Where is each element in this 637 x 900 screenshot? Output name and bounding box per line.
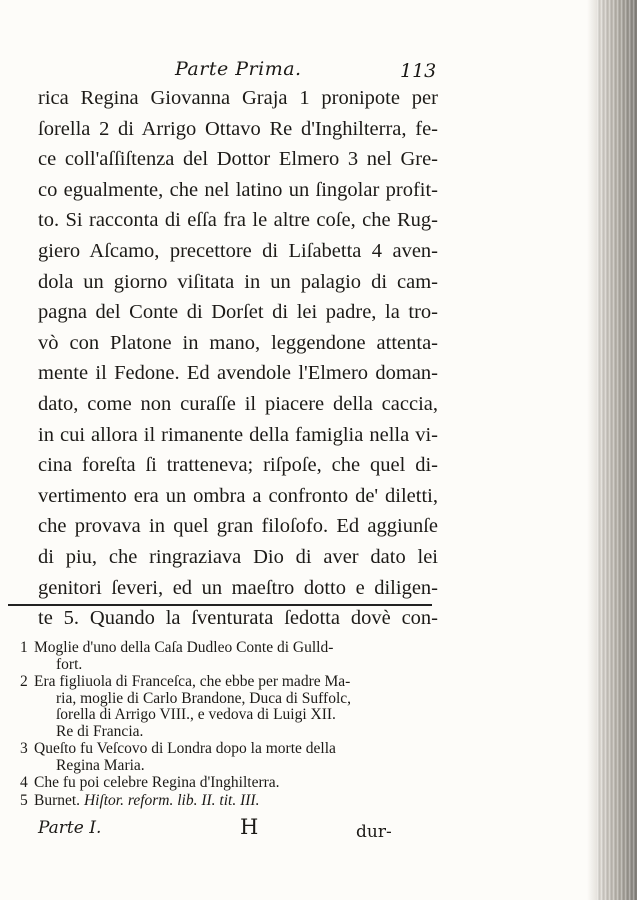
catchword: dur- xyxy=(356,822,392,842)
footnote-author: Burnet. xyxy=(34,791,81,809)
footnote-text-cont: fort. xyxy=(56,655,83,673)
body-line: dato, come non curaſſe il piacere della caccia, xyxy=(38,392,438,415)
footnote-4 xyxy=(20,775,440,792)
footnote-2 xyxy=(20,674,440,740)
body-line: di piu, che ringraziava Dio di aver dato lei xyxy=(38,545,438,568)
body-line: vertimento era un ombra a confronto de' diletti, xyxy=(38,484,438,507)
footnote-text-cont: ria, moglie di Carlo Brandone, Duca di Suffolc, xyxy=(56,689,352,707)
signature-mark: H xyxy=(240,815,259,839)
volume-label: Parte I. xyxy=(38,818,102,838)
running-head: Parte Prima. xyxy=(175,58,302,80)
body-line: ce coll'aſſiſtenza del Dottor Elmero 3 nel Gre- xyxy=(38,148,438,171)
footnote-text-cont: ſorella di Arrigo VIII., e vedova di Luigi XII. xyxy=(56,706,336,723)
footnote-text xyxy=(34,793,440,810)
footnote-text: Queſto fu Veſcovo di Londra dopo la morte della xyxy=(34,740,336,757)
footnote-rule xyxy=(8,604,432,606)
body-text xyxy=(38,83,438,634)
body-line: cina foreſta ſi tratteneva; riſpoſe, che quel di- xyxy=(38,454,438,477)
body-line: dola un giorno viſitata in un palagio di cam- xyxy=(38,270,438,293)
footnote-number: 2 xyxy=(20,673,28,690)
body-line: rica Regina Giovanna Graja 1 pronipote per xyxy=(38,87,438,109)
body-line: te 5. Quando la ſventurata ſedotta dovè con- xyxy=(38,607,438,630)
body-line: giero Aſcamo, precettore di Liſabetta 4 aven- xyxy=(38,239,438,262)
body-line: in cui allora il rimanente della famiglia nella vi- xyxy=(38,423,438,446)
body-line: to. Si racconta di eſſa fra le altre coſe, che Rug- xyxy=(38,209,438,232)
footnote-number: 3 xyxy=(20,740,28,757)
footnote-text-cont: Re di Francia. xyxy=(56,722,144,740)
footnote-citation: Hiſtor. reform. lib. II. tit. III. xyxy=(83,791,260,809)
body-line: ſorella 2 di Arrigo Ottavo Re d'Inghilterra, fe- xyxy=(38,117,438,140)
footnote-text: Moglie d'uno della Caſa Dudleo Conte di Gulld- xyxy=(34,639,334,656)
body-line: mente il Fedone. Ed avendole l'Elmero doman- xyxy=(38,362,438,385)
footnote-number: 5 xyxy=(20,791,28,809)
body-line: co egualmente, che nel latino un ſingolar profit- xyxy=(38,178,438,201)
footnotes xyxy=(20,640,440,810)
footnote-text: Che fu poi celebre Regina d'Inghilterra. xyxy=(34,774,280,791)
footnote-3 xyxy=(20,741,440,774)
footnote-1 xyxy=(20,640,440,673)
page-edge-texture xyxy=(597,0,637,900)
footnote-number: 4 xyxy=(20,774,28,791)
footnote-text: Era figliuola di Franceſca, che ebbe per madre Ma- xyxy=(34,673,351,690)
body-line: pagna del Conte di Dorſet di lei padre, la tro- xyxy=(38,301,438,324)
body-line: che provava in quel gran filoſofo. Ed aggiunſe xyxy=(38,515,438,538)
footnote-5 xyxy=(20,793,440,810)
body-line: vò con Platone in mano, leggendone attenta- xyxy=(38,331,438,354)
footnote-number: 1 xyxy=(20,639,28,656)
footnote-text-cont: Regina Maria. xyxy=(56,756,145,774)
body-line: genitori ſeveri, ed un maeſtro dotto e diligen- xyxy=(38,576,438,599)
page-number: 113 xyxy=(400,60,437,82)
